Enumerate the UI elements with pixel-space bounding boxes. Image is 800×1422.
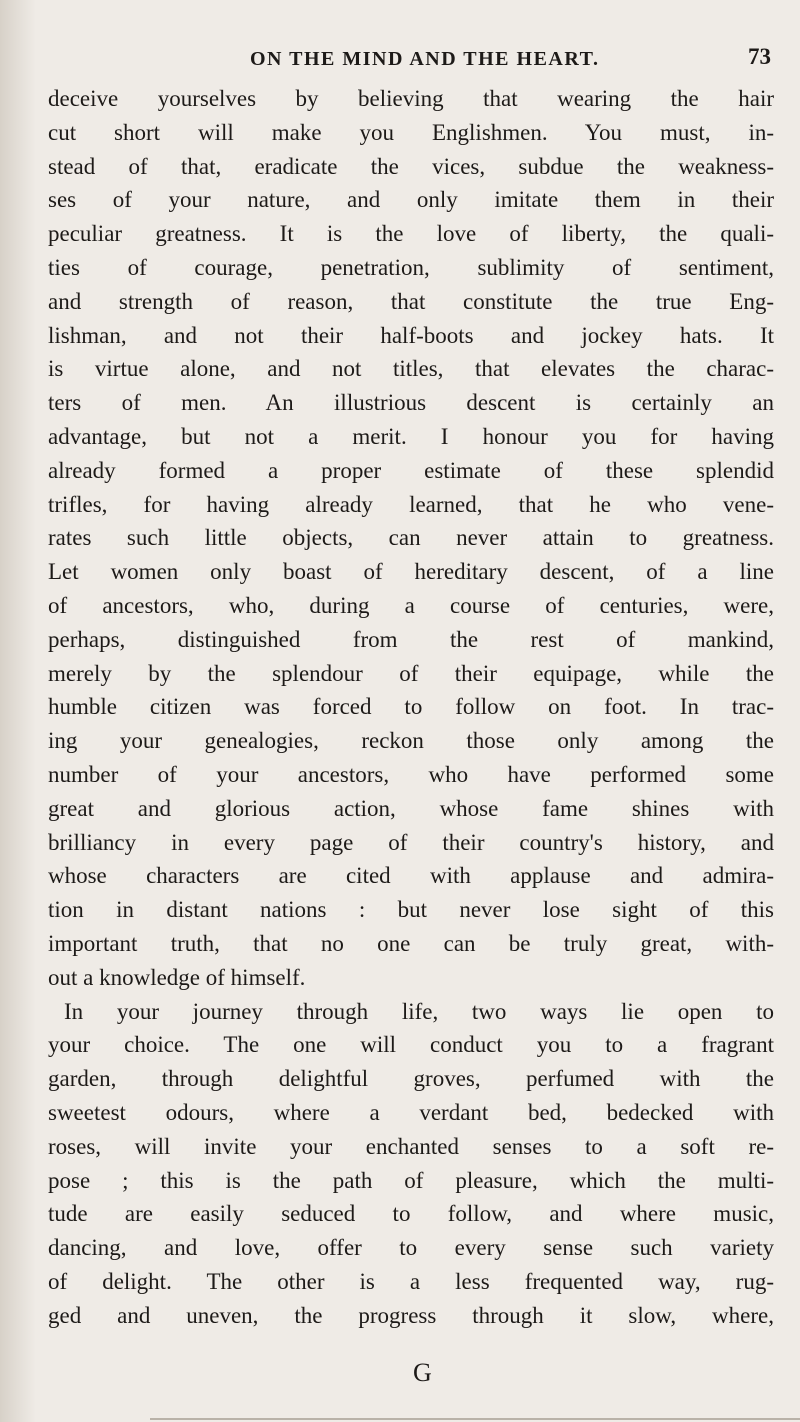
text-line: pose ; this is the path of pleasure, which the multi- xyxy=(48,1167,774,1193)
text-line: tion in distant nations : but never lose sight of this xyxy=(48,897,774,923)
text-line: ing your genealogies, reckon those only among the xyxy=(48,728,774,754)
text-line: great and glorious action, whose fame shines with xyxy=(48,795,774,821)
text-line: Let women only boast of hereditary descent, of a line xyxy=(48,559,774,585)
text-line: cut short will make you Englishmen. You must, in- xyxy=(48,119,774,145)
text-line: ged and uneven, the progress through it slow, where, xyxy=(48,1302,774,1328)
text-line: already formed a proper estimate of these splendid xyxy=(48,457,774,483)
text-line: stead of that, eradicate the vices, subdue the weakness- xyxy=(48,153,774,179)
text-line: brilliancy in every page of their country's history, and xyxy=(48,829,774,855)
signature-mark: G xyxy=(413,1358,432,1387)
running-head: ON THE MIND AND THE HEART. xyxy=(250,48,600,70)
text-line: out a knowledge of himself. xyxy=(48,964,306,990)
text-line: ties of courage, penetration, sublimity of sentiment, xyxy=(48,254,774,280)
page-edge-line xyxy=(150,1418,800,1420)
page-number: 73 xyxy=(748,44,771,69)
text-line: ters of men. An illustrious descent is certainly an xyxy=(48,390,774,416)
text-line: dancing, and love, offer to every sense such variety xyxy=(48,1235,774,1261)
text-line: is virtue alone, and not titles, that elevates the charac- xyxy=(48,356,774,382)
text-line: In your journey through life, two ways lie open to xyxy=(64,998,774,1024)
text-line: your choice. The one will conduct you to a fragrant xyxy=(48,1032,774,1058)
body-text xyxy=(48,82,774,1332)
text-line: whose characters are cited with applause and admira- xyxy=(48,863,774,889)
text-line: of ancestors, who, during a course of centuries, were, xyxy=(48,592,774,618)
text-line: merely by the splendour of their equipage, while the xyxy=(48,660,774,686)
text-line: lishman, and not their half-boots and jockey hats. It xyxy=(48,322,774,348)
text-line: and strength of reason, that constitute the true Eng- xyxy=(48,288,774,314)
text-line: humble citizen was forced to follow on foot. In trac- xyxy=(48,694,774,720)
text-line: roses, will invite your enchanted senses to a soft re- xyxy=(48,1133,774,1159)
text-line: ses of your nature, and only imitate them in their xyxy=(48,187,774,213)
text-line: important truth, that no one can be truly great, with- xyxy=(48,930,774,956)
text-line: rates such little objects, can never attain to greatness. xyxy=(48,525,774,551)
text-line: garden, through delightful groves, perfumed with the xyxy=(48,1066,774,1092)
text-line: tude are easily seduced to follow, and where music, xyxy=(48,1201,774,1227)
text-line: of delight. The other is a less frequented way, rug- xyxy=(48,1268,774,1294)
text-line: sweetest odours, where a verdant bed, bedecked with xyxy=(48,1099,774,1125)
text-line: peculiar greatness. It is the love of liberty, the quali- xyxy=(48,221,774,247)
gutter-shadow xyxy=(0,0,36,1422)
text-line: perhaps, distinguished from the rest of mankind, xyxy=(48,626,774,652)
text-line: advantage, but not a merit. I honour you for having xyxy=(48,423,774,449)
text-line: deceive yourselves by believing that wearing the hair xyxy=(48,86,774,111)
text-line: trifles, for having already learned, that he who vene- xyxy=(48,491,774,517)
text-line: number of your ancestors, who have performed some xyxy=(48,761,774,787)
